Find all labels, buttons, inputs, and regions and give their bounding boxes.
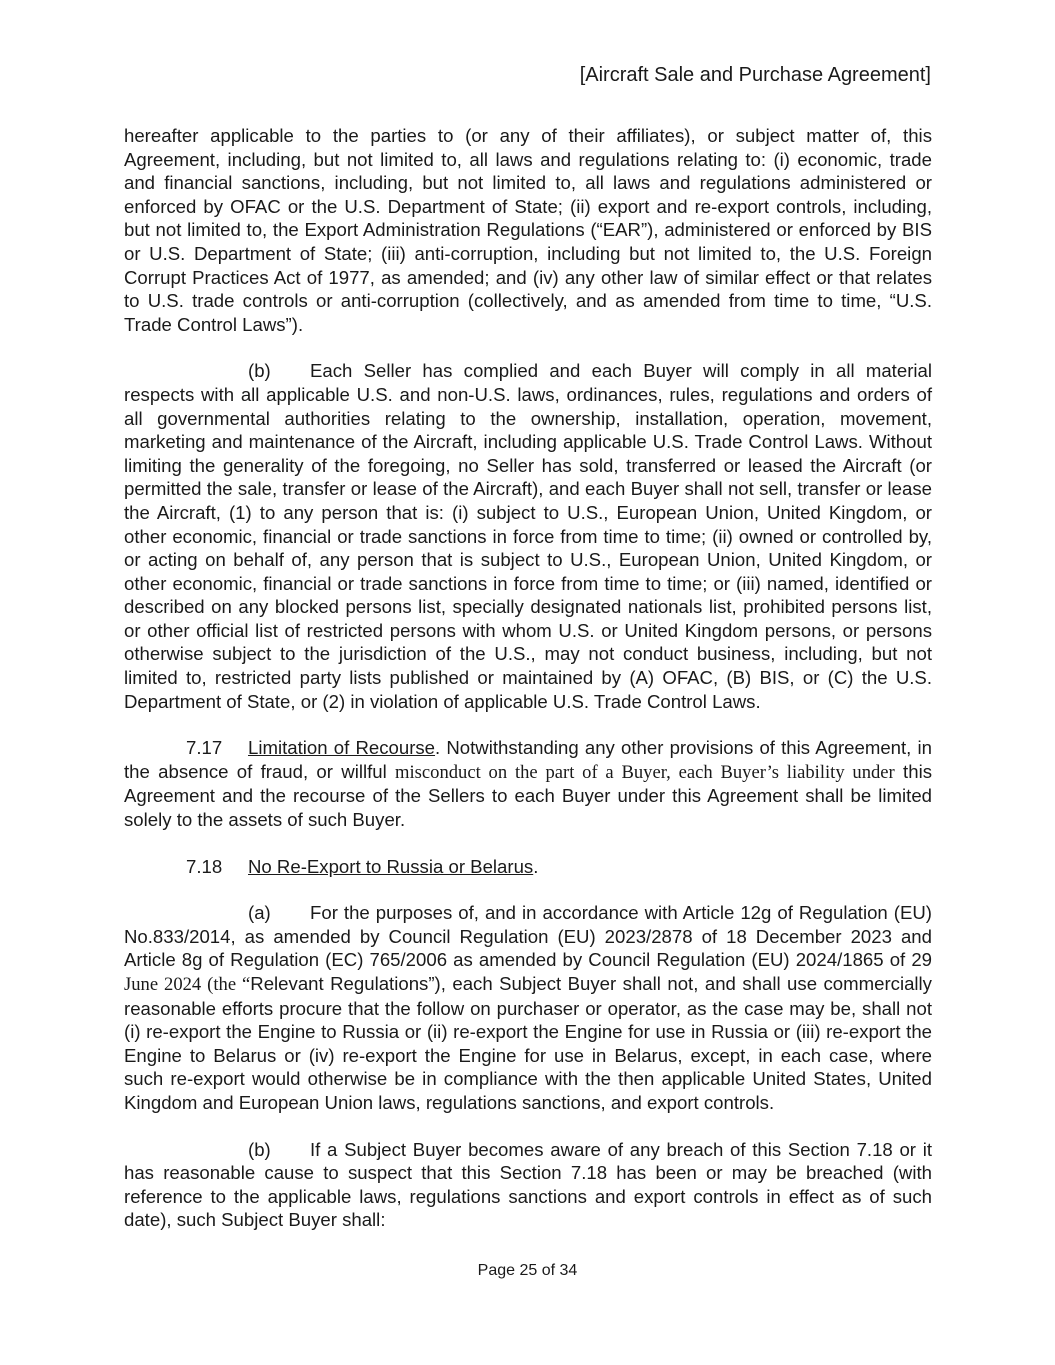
section-7-17-number: 7.17	[186, 737, 223, 759]
section-7-17-text-a: . Notwithstanding any other provisions of this Agreement, in the absence of fraud, or willful	[124, 737, 932, 782]
paragraph-continuation: hereafter applicable to the parties to (or any of their affiliates), or subject matter of, this Agreement, including, but not limited to, all laws and regulations relating to: (i) economic, trade and financial sanctions, including, but not limited to, all laws and regulations administered or enforced by OFAC or the U.S. Department of State; (ii) export and re-export controls, including, but not limited to, the Export Administration Regulations (“EAR”), administered or enforced by BIS or U.S. Department of State; (iii) anti-corruption, including but not limited to, the U.S. Foreign Corrupt Practices Act of 1977, as amended; and (iv) any other law of similar effect or that relates to U.S. trade controls or anti-corruption (collectively, and as amended from time to time, “U.S. Trade Control Laws”).	[124, 125, 932, 335]
paragraph-7-18-a-text-a: For the purposes of, and in accordance with Article 12g of Regulation (EU) No.833/2014, as amended by Council Regulation (EU) 2023/2878 of 18 December 2023 and Article 8g of Regulation (EC) 765/2006 as amended by Council Regulation (EU) 2024/1865 of 29	[124, 902, 932, 971]
paragraph-7-18-a-text-b: Relevant Regulations”), each Subject Buyer shall not, and shall use commercially reasonable efforts procure that the follow on purchaser or operator, as the case may be, shall not (i) re-export the Engine to Russia or (ii) re-export the Engine for use in Russia or (iii) re-export the Engine to Belarus or (iv) re-export the Engine for use in Belarus, except, in each case, where such re-export would otherwise be in compliance with the then applicable United States, United Kingdom and European Union laws, regulations sanctions, and export controls.	[124, 973, 932, 1113]
document-body	[124, 124, 932, 1255]
section-7-17-text-b: this Agreement and the recourse of the Sellers to each Buyer under this Agreement shall be limited solely to the assets of such Buyer.	[124, 760, 932, 831]
section-7-17-text-serif: misconduct on the part of a Buyer, each Buyer’s liability under	[395, 761, 895, 783]
section-7-17	[124, 736, 932, 831]
paragraph-7-18-a	[124, 901, 932, 1114]
paragraph-b-label: (b)	[248, 360, 271, 382]
section-7-18-number: 7.18	[186, 855, 223, 877]
document-header-title: [Aircraft Sale and Purchase Agreement]	[579, 64, 931, 86]
section-7-18-period: .	[533, 855, 539, 877]
paragraph-7-18-a-label: (a)	[248, 902, 271, 924]
page-number: Page 25 of 34	[477, 1262, 578, 1279]
paragraph-7-18-b	[124, 1138, 932, 1232]
paragraph-b-trade-controls	[124, 359, 932, 713]
paragraph-b-text: Each Seller has complied and each Buyer will comply in all material respects with all applicable U.S. and non-U.S. laws, ordinances, rules, regulations and orders of all governmental authorities relating to the ownership, installation, operation, movement, marketing and maintenance of the Aircraft, including applicable U.S. Trade Control Laws. Without limiting the generality of the foregoing, no Seller has sold, transferred or leased the Aircraft (or permitted the sale, transfer or lease of the Aircraft), and each Buyer shall not sell, transfer or lease the Aircraft, (1) to any person that is: (i) subject to U.S., European Union, United Kingdom, or other economic, financial or trade sanctions in force from time to time; (ii) owned or controlled by, or acting on behalf of, any person that is subject to U.S., European Union, United Kingdom, or other economic, financial or trade sanctions in force from time to time; or (iii) named, identified or described on any blocked persons list, specially designated nationals list, prohibited persons list, or other official list of restricted persons with whom U.S. or United Kingdom persons, or persons otherwise subject to the jurisdiction of the U.S., may not conduct business, including, but not limited to, restricted party lists published or maintained by (A) OFAC, (B) BIS, or (C) the U.S. Department of State, or (2) in violation of applicable U.S. Trade Control Laws.	[124, 360, 932, 712]
section-7-18-heading: No Re-Export to Russia or Belarus	[248, 855, 534, 877]
section-7-18	[124, 855, 932, 879]
paragraph-7-18-a-text-serif: June 2024 (the “	[124, 974, 251, 995]
paragraph-7-18-b-label: (b)	[248, 1138, 271, 1160]
section-7-17-heading: Limitation of Recourse	[248, 737, 436, 759]
paragraph-7-18-b-text: If a Subject Buyer becomes aware of any breach of this Section 7.18 or it has reasonable cause to suspect that this Section 7.18 has been or may be breached (with reference to the applicable laws, regulations sanctions and export controls in effect as of such date), such Subject Buyer shall:	[124, 1138, 932, 1231]
